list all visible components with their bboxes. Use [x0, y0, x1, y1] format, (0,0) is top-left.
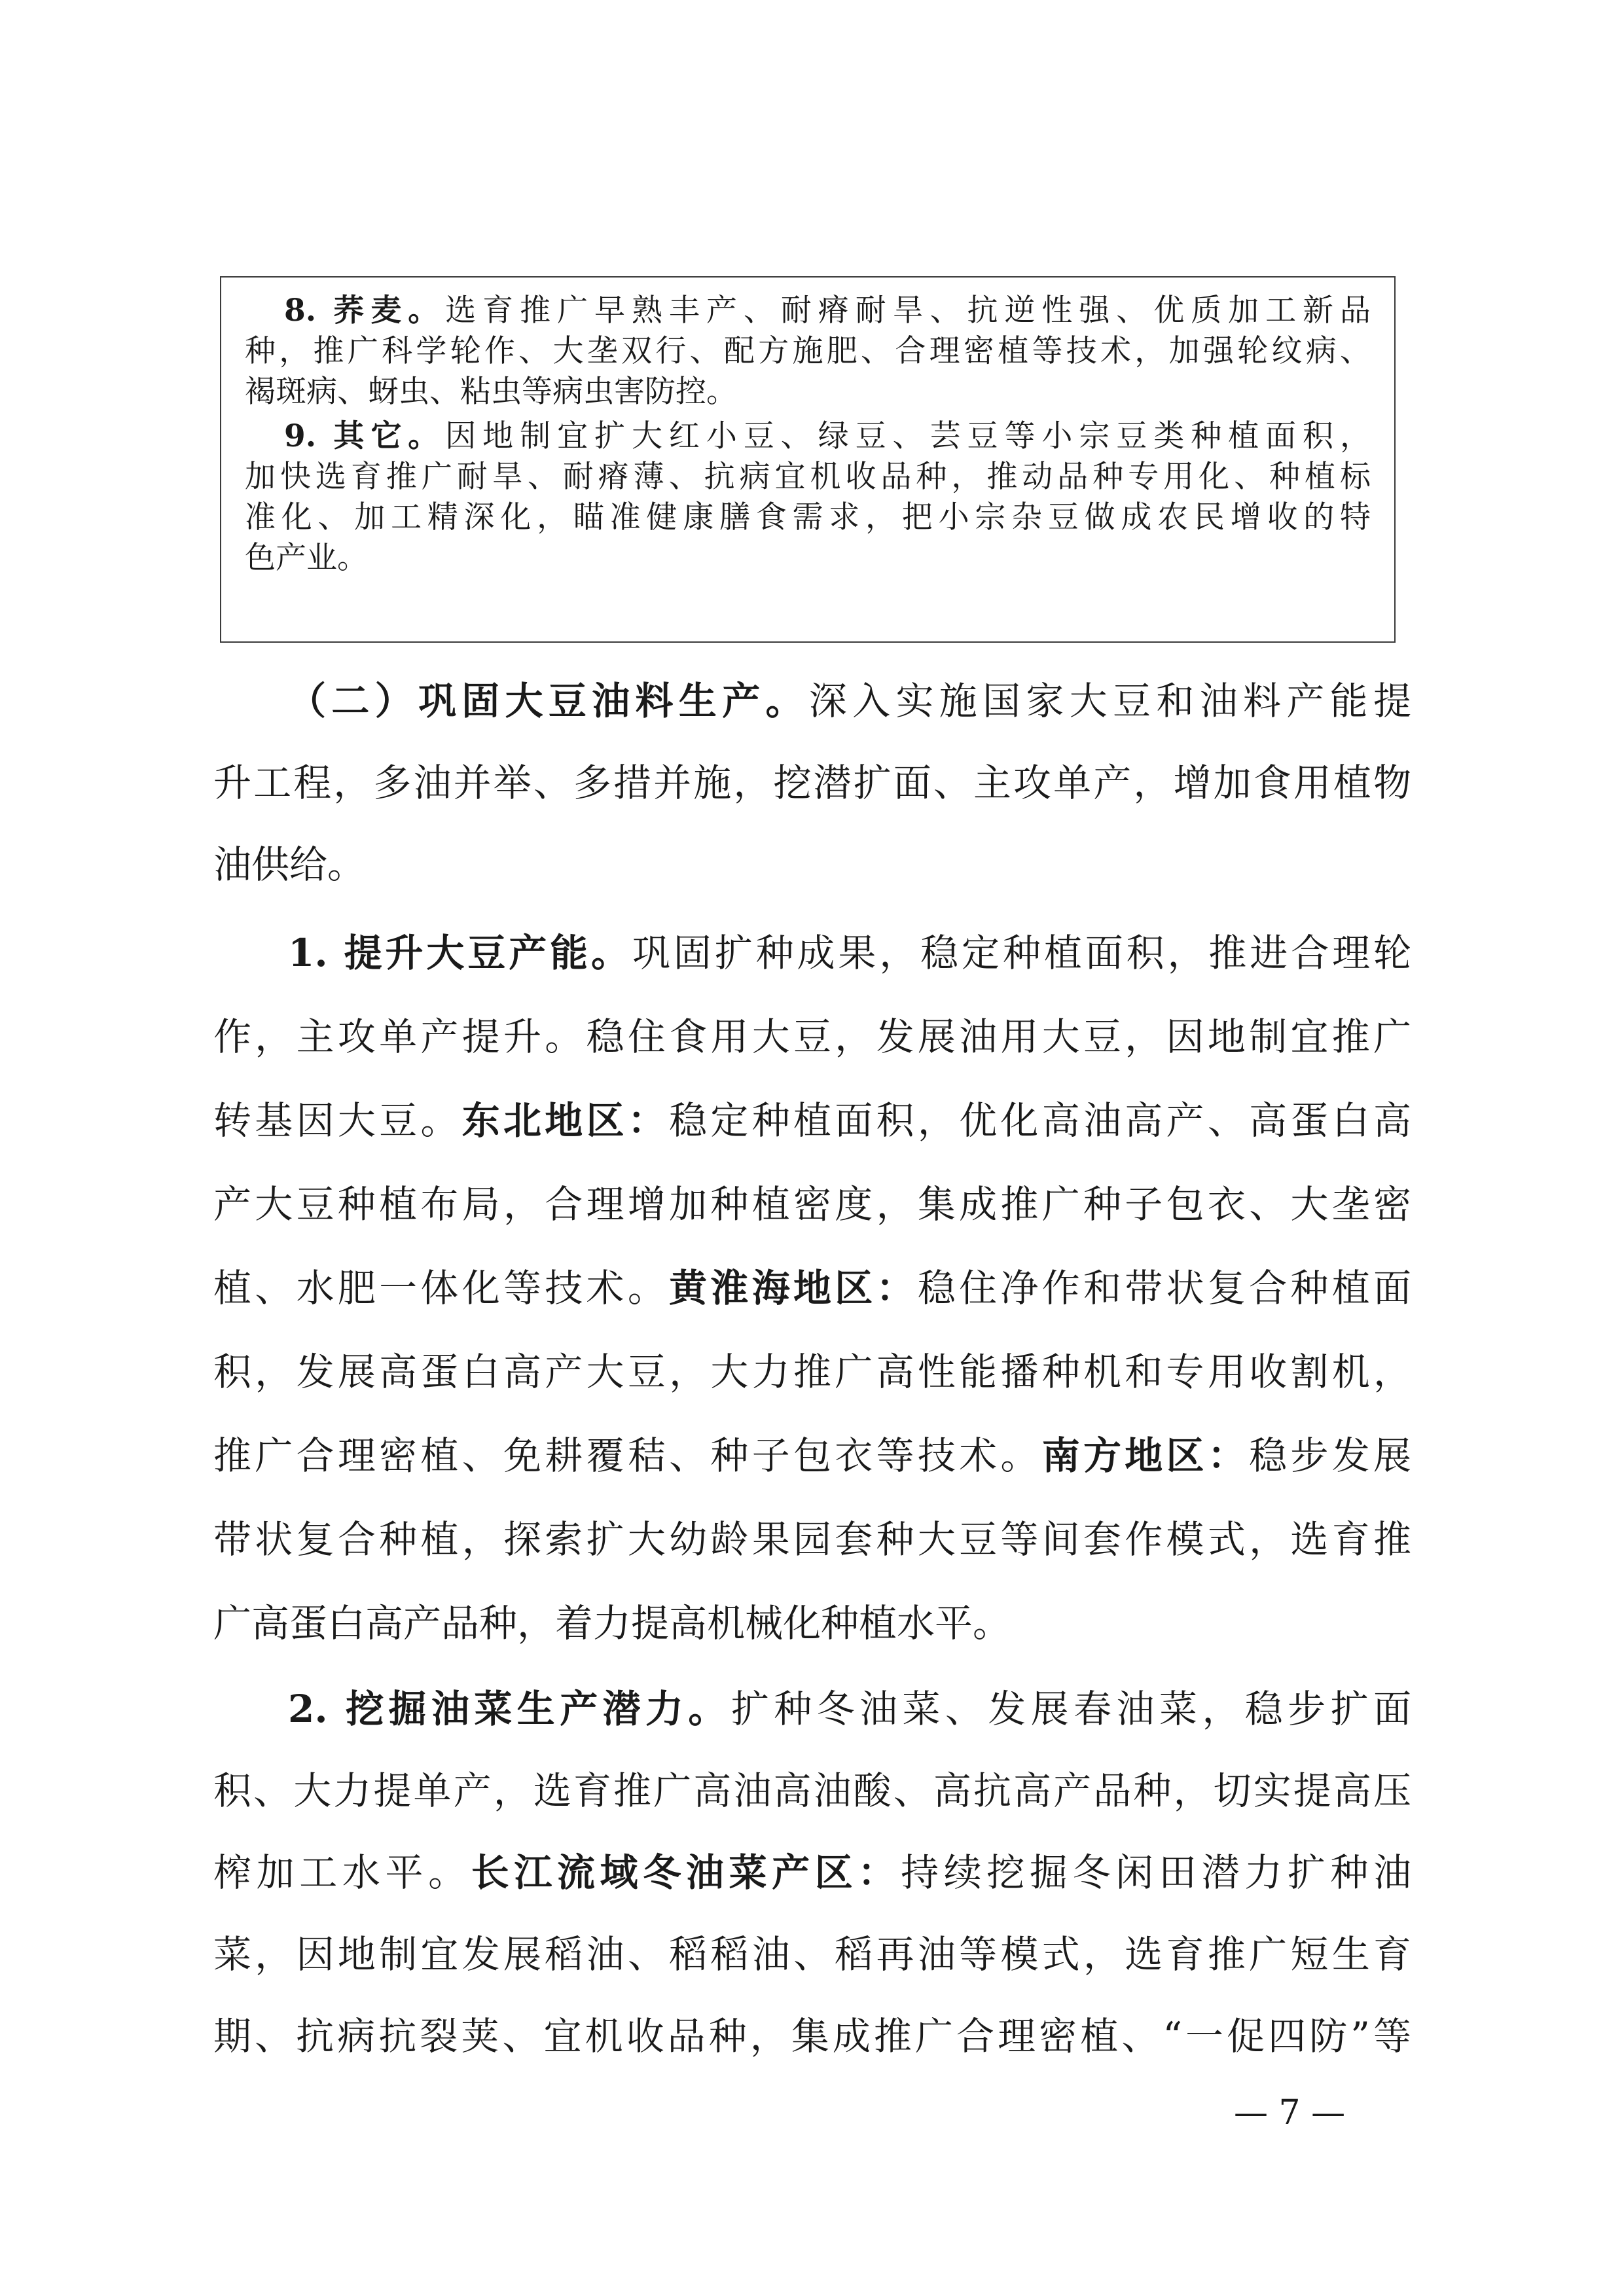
box-line: 准化、加工精深化，瞄准健康膳食需求，把小宗杂豆做成农民增收的特 — [245, 499, 1371, 535]
text-span: 持续挖掘冬闲田潜力扩种油 — [901, 1850, 1411, 1895]
box-line: 褐斑病、蚜虫、粘虫等病虫害防控。 — [245, 374, 737, 410]
item-1-line — [213, 1265, 1411, 1312]
box-line: 加快选育推广耐旱、耐瘠薄、抗病宜机收品种，推动品种专用化、种植标 — [245, 459, 1371, 495]
text-span: 稳住净作和带状复合种植面 — [917, 1266, 1411, 1310]
item-9-text: 因地制宜扩大红小豆、绿豆、芸豆等小宗豆类种植面积， — [445, 418, 1371, 454]
region-label-yangtze: 长江流域冬油菜产区： — [471, 1850, 901, 1895]
section-2-line: 升工程，多油并举、多措并施，挖潜扩面、主攻单产，增加食用植物 — [213, 761, 1411, 805]
box-line: 种，推广科学轮作、大垄双行、配方施肥、合理密植等技术，加强轮纹病、 — [245, 333, 1371, 369]
box-line: 色产业。 — [245, 540, 368, 576]
text-span: 稳定种植面积，优化高油高产、高蛋白高 — [669, 1098, 1411, 1143]
text-span: 推广合理密植、免耕覆秸、种子包衣等技术。 — [213, 1433, 1042, 1478]
item-1-line: 作，主攻单产提升。稳住食用大豆，发展油用大豆，因地制宜推广 — [213, 1014, 1411, 1059]
section-2-line: 油供给。 — [213, 842, 366, 887]
item-2-line — [288, 1685, 1411, 1732]
item-1-line — [213, 1432, 1411, 1479]
text-span: 转基因大豆。 — [213, 1098, 462, 1143]
item-1-line: 带状复合种植，探索扩大幼龄果园套种大豆等间套作模式，选育推 — [213, 1517, 1411, 1562]
box-line — [284, 418, 1371, 456]
item-1-line: 广高蛋白高产品种，着力提高机械化种植水平。 — [213, 1601, 1011, 1645]
boxed-subsection — [220, 276, 1396, 643]
section-2-text: 深入实施国家大豆和油料产能提 — [808, 679, 1411, 723]
item-1-line — [288, 929, 1411, 977]
item-8-heading: 8. 荞麦。 — [284, 293, 446, 329]
item-2-line: 期、抗病抗裂荚、宜机收品种，集成推广合理密植、“一促四防”等 — [213, 2014, 1411, 2058]
page-number: — 7 — — [1234, 2093, 1346, 2132]
box-line — [284, 292, 1371, 330]
item-8-text: 选育推广早熟丰产、耐瘠耐旱、抗逆性强、优质加工新品 — [445, 293, 1371, 329]
item-2-heading: 2. 挖掘油菜生产潜力。 — [288, 1687, 731, 1731]
section-2-line — [288, 677, 1411, 725]
item-2-line: 积、大力提单产，选育推广高油高油酸、高抗高产品种，切实提高压 — [213, 1768, 1411, 1813]
item-2-line: 菜，因地制宜发展稻油、稻稻油、稻再油等模式，选育推广短生育 — [213, 1932, 1411, 1977]
item-1-text: 巩固扩种成果，稳定种植面积，推进合理轮 — [632, 931, 1411, 975]
item-1-line: 产大豆种植布局，合理增加种植密度，集成推广种子包衣、大垄密 — [213, 1182, 1411, 1227]
item-9-heading: 9. 其它。 — [284, 418, 446, 454]
text-span: 稳步发展 — [1249, 1433, 1411, 1478]
section-2-heading: （二）巩固大豆油料生产。 — [288, 679, 809, 723]
region-label-huanghuaihai: 黄淮海地区： — [669, 1266, 918, 1310]
item-1-line: 积，发展高蛋白高产大豆，大力推广高性能播种机和专用收割机， — [213, 1350, 1411, 1394]
region-label-northeast: 东北地区： — [461, 1098, 670, 1143]
item-1-heading: 1. 提升大豆产能。 — [288, 931, 632, 975]
item-2-line — [213, 1849, 1411, 1896]
item-1-line — [213, 1097, 1411, 1144]
text-span: 植、水肥一体化等技术。 — [213, 1266, 670, 1310]
item-2-text: 扩种冬油菜、发展春油菜，稳步扩面 — [731, 1687, 1411, 1731]
text-span: 榨加工水平。 — [213, 1850, 471, 1895]
region-label-south: 南方地区： — [1041, 1433, 1250, 1478]
